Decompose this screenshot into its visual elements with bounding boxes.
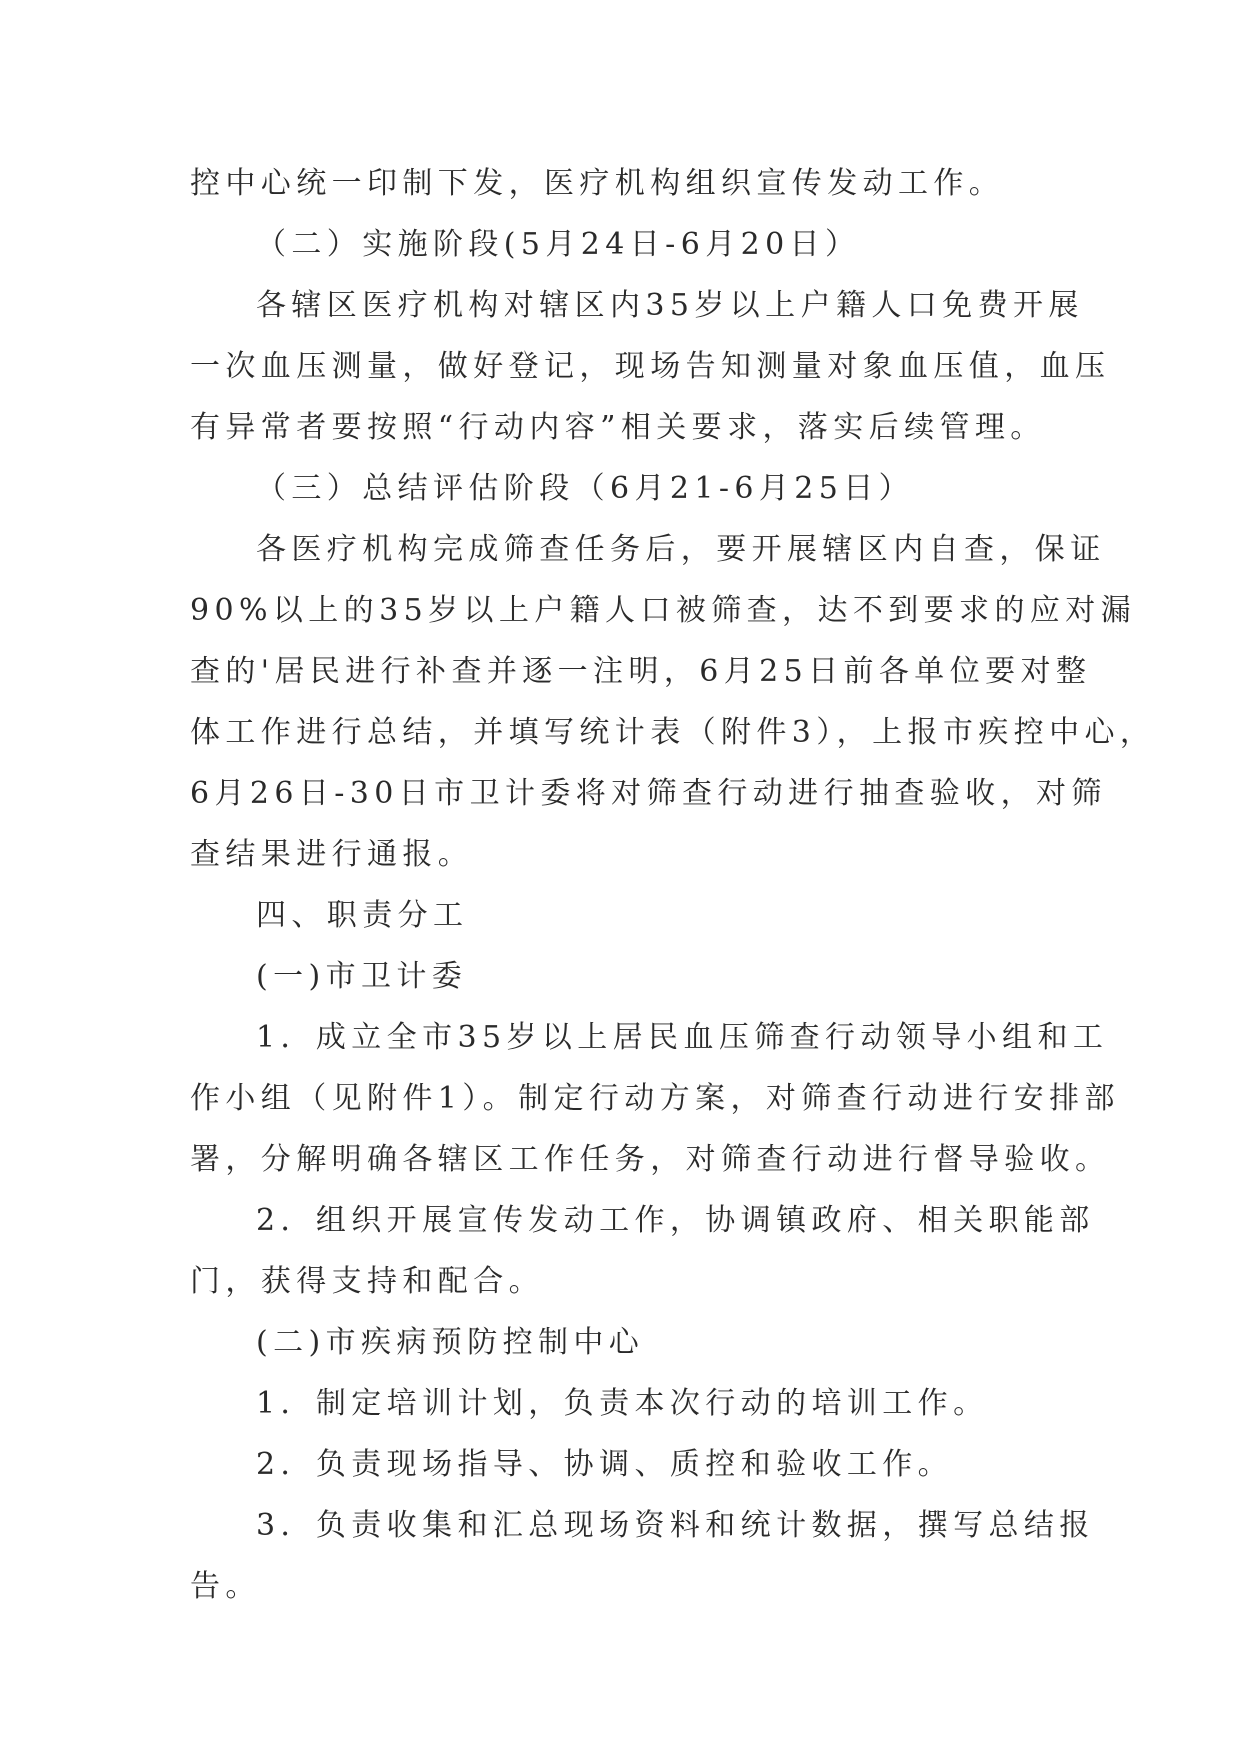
line-15: 1．成立全市35岁以上居民血压筛查行动领导小组和工	[256, 1020, 1109, 1055]
line-9: 查的'居民进行补查并逐一注明，6月25日前各单位要对整	[190, 654, 1092, 689]
line-2-section-heading: （二）实施阶段(5月24日-6月20日）	[256, 227, 861, 262]
line-24: 告。	[190, 1569, 261, 1604]
line-7: 各医疗机构完成筛查任务后，要开展辖区内自查，保证	[256, 532, 1106, 567]
line-11: 6月26日-30日市卫计委将对筛查行动进行抽查验收，对筛	[190, 776, 1107, 811]
document-body	[190, 153, 1156, 1617]
line-18: 2．组织开展宣传发动工作，协调镇政府、相关职能部	[256, 1203, 1095, 1238]
line-1: 控中心统一印制下发，医疗机构组织宣传发动工作。	[190, 166, 1005, 201]
line-14-section-heading: (一)市卫计委	[256, 959, 468, 994]
line-16: 作小组（见附件1）。制定行动方案，对筛查行动进行安排部	[190, 1081, 1120, 1116]
line-3: 各辖区医疗机构对辖区内35岁以上户籍人口免费开展	[256, 288, 1084, 323]
line-23: 3．负责收集和汇总现场资料和统计数据，撰写总结报	[256, 1508, 1095, 1543]
line-10: 体工作进行总结，并填写统计表（附件3），上报市疾控中心，	[190, 715, 1156, 750]
line-21: 1．制定培训计划，负责本次行动的培训工作。	[256, 1386, 989, 1421]
line-4: 一次血压测量，做好登记，现场告知测量对象血压值，血压	[190, 349, 1111, 384]
line-6-section-heading: （三）总结评估阶段（6月21-6月25日）	[256, 471, 915, 506]
line-22: 2．负责现场指导、协调、质控和验收工作。	[256, 1447, 954, 1482]
line-13-chapter-heading: 四、职责分工	[256, 898, 469, 933]
line-20-section-heading: (二)市疾病预防控制中心	[256, 1325, 645, 1360]
line-12: 查结果进行通报。	[190, 837, 474, 872]
line-17: 署，分解明确各辖区工作任务，对筛查行动进行督导验收。	[190, 1142, 1111, 1177]
line-8: 90%以上的35岁以上户籍人口被筛查，达不到要求的应对漏	[190, 593, 1137, 628]
line-5: 有异常者要按照“行动内容”相关要求，落实后续管理。	[190, 410, 1046, 445]
line-19: 门，获得支持和配合。	[190, 1264, 544, 1299]
